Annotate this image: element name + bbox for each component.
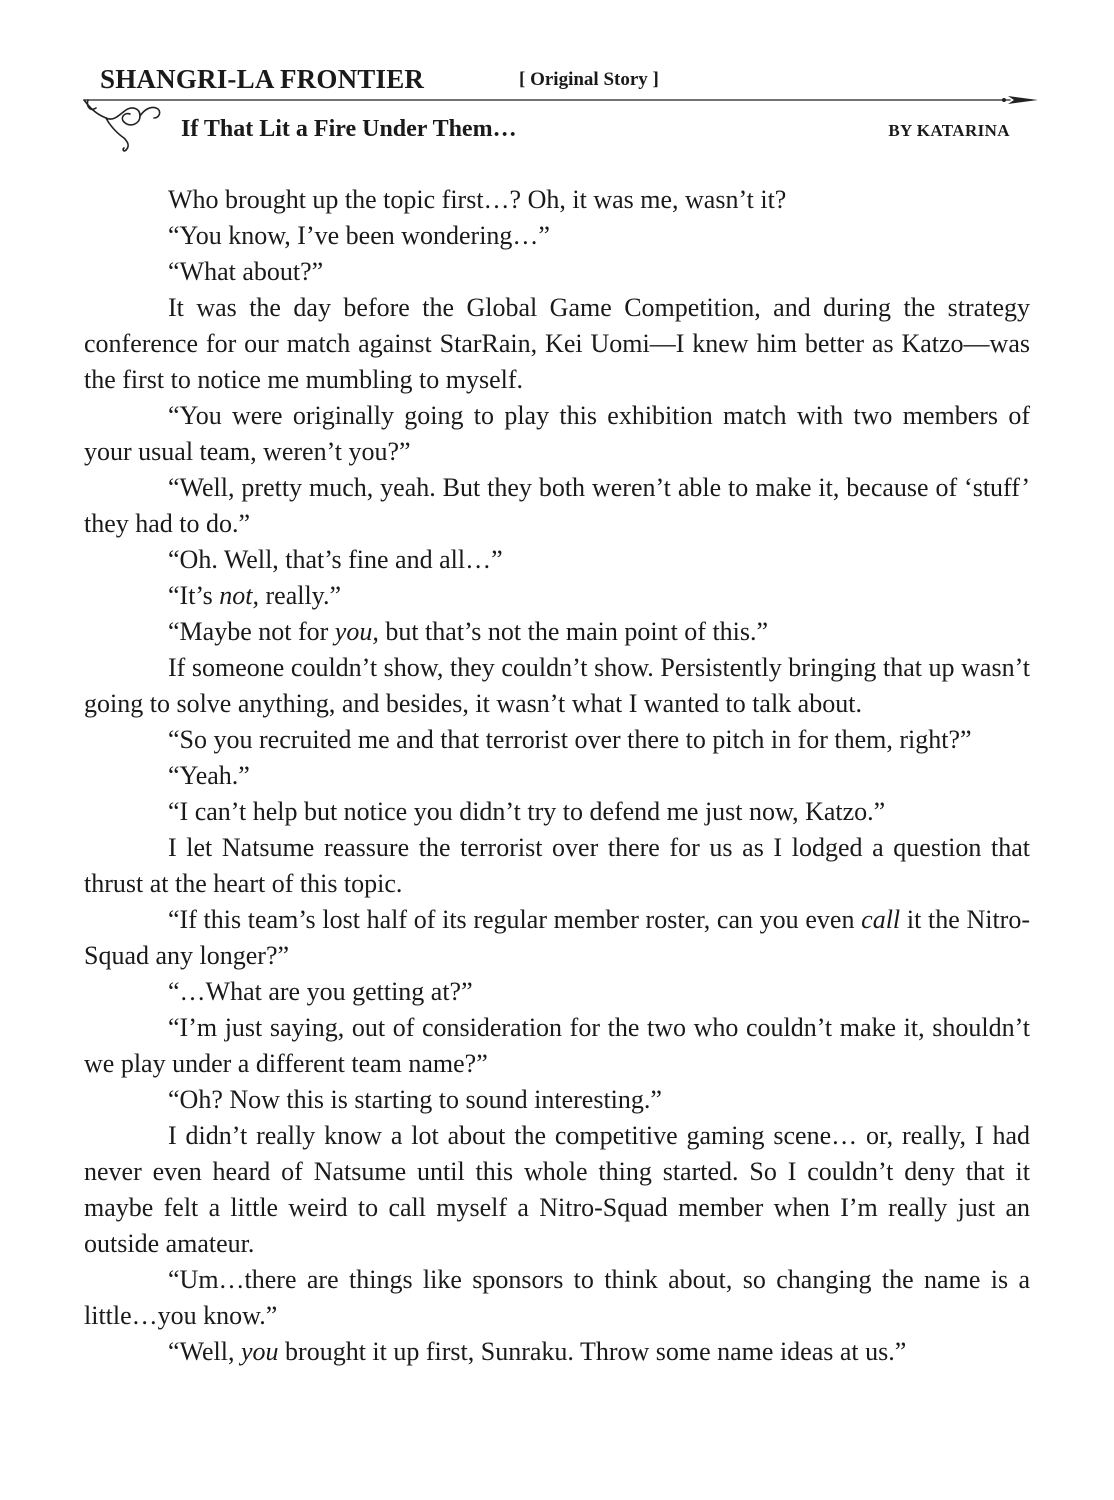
text-run: “Maybe not for (168, 617, 335, 646)
story-title: If That Lit a Fire Under Them… (181, 116, 517, 142)
series-title: SHANGRI-LA FRONTIER (100, 64, 425, 94)
text-run: “Well, (168, 1337, 241, 1366)
text-run: “Well, pretty much, yeah. But they both weren’t able to make it, because of ‘stuff’ they had to do.” (84, 473, 1030, 538)
text-run: “…What are you getting at?” (168, 977, 473, 1006)
text-run: “You know, I’ve been wondering…” (168, 221, 550, 250)
italic-text: call (861, 905, 901, 934)
italic-text: you, (334, 617, 379, 646)
text-run: “Yeah.” (168, 761, 250, 790)
paragraph (84, 1334, 1030, 1370)
text-run: “You were originally going to play this exhibition match with two members of your usual team, weren’t you?” (84, 401, 1030, 466)
text-run: I didn’t really know a lot about the competitive gaming scene… or, really, I had never even heard of Natsume until this whole thing started. So I couldn’t deny that it maybe felt a little weird to call myself a Nitro-Squad member when I’m really just an outside amateur. (84, 1121, 1030, 1258)
paragraph (84, 1082, 1030, 1118)
page-header (0, 0, 1114, 170)
paragraph (84, 614, 1030, 650)
paragraph (84, 794, 1030, 830)
paragraph (84, 830, 1030, 902)
author-byline: BY KATARINA (888, 121, 1010, 140)
text-run: “Um…there are things like sponsors to think about, so changing the name is a little…you know.” (84, 1265, 1030, 1330)
text-run: it the Nitro-Squad any longer?” (84, 905, 1030, 970)
paragraph (84, 542, 1030, 578)
italic-text: you (241, 1337, 279, 1366)
text-run: “I can’t help but notice you didn’t try to defend me just now, Katzo.” (168, 797, 886, 826)
paragraph (84, 254, 1030, 290)
paragraph (84, 578, 1030, 614)
italic-text: not, (219, 581, 259, 610)
text-run: brought it up first, Sunraku. Throw some name ideas at us.” (278, 1337, 907, 1366)
paragraph (84, 650, 1030, 722)
paragraph (84, 218, 1030, 254)
paragraph (84, 974, 1030, 1010)
paragraph (84, 722, 1030, 758)
text-run: “If this team’s lost half of its regular member roster, can you even (168, 905, 862, 934)
story-body (84, 182, 1030, 1370)
paragraph (84, 182, 1030, 218)
text-run: “So you recruited me and that terrorist over there to pitch in for them, right?” (168, 725, 972, 754)
story-tag: [ Original Story ] (519, 69, 659, 90)
text-run: “What about?” (168, 257, 324, 286)
text-run: It was the day before the Global Game Competition, and during the strategy conference for our match against StarRain, Kei Uomi—I knew him better as Katzo—was the first to notice me mumbling to myself. (84, 293, 1030, 394)
paragraph (84, 398, 1030, 470)
text-run: “Oh? Now this is starting to sound interesting.” (168, 1085, 662, 1114)
paragraph (84, 290, 1030, 398)
text-run: I let Natsume reassure the terrorist over there for us as I lodged a question that thrust at the heart of this topic. (84, 833, 1030, 898)
paragraph (84, 470, 1030, 542)
paragraph (84, 1118, 1030, 1262)
text-run: “It’s (168, 581, 220, 610)
paragraph (84, 758, 1030, 794)
text-run: If someone couldn’t show, they couldn’t show. Persistently bringing that up wasn’t going to solve anything, and besides, it wasn’t what I wanted to talk about. (84, 653, 1030, 718)
paragraph (84, 1010, 1030, 1082)
text-run: Who brought up the topic first…? Oh, it was me, wasn’t it? (168, 185, 787, 214)
text-run: “I’m just saying, out of consideration for the two who couldn’t make it, shouldn’t we play under a different team name?” (84, 1013, 1030, 1078)
paragraph (84, 1262, 1030, 1334)
paragraph (84, 902, 1030, 974)
text-run: really.” (259, 581, 342, 610)
text-run: but that’s not the main point of this.” (378, 617, 769, 646)
text-run: “Oh. Well, that’s fine and all…” (168, 545, 503, 574)
